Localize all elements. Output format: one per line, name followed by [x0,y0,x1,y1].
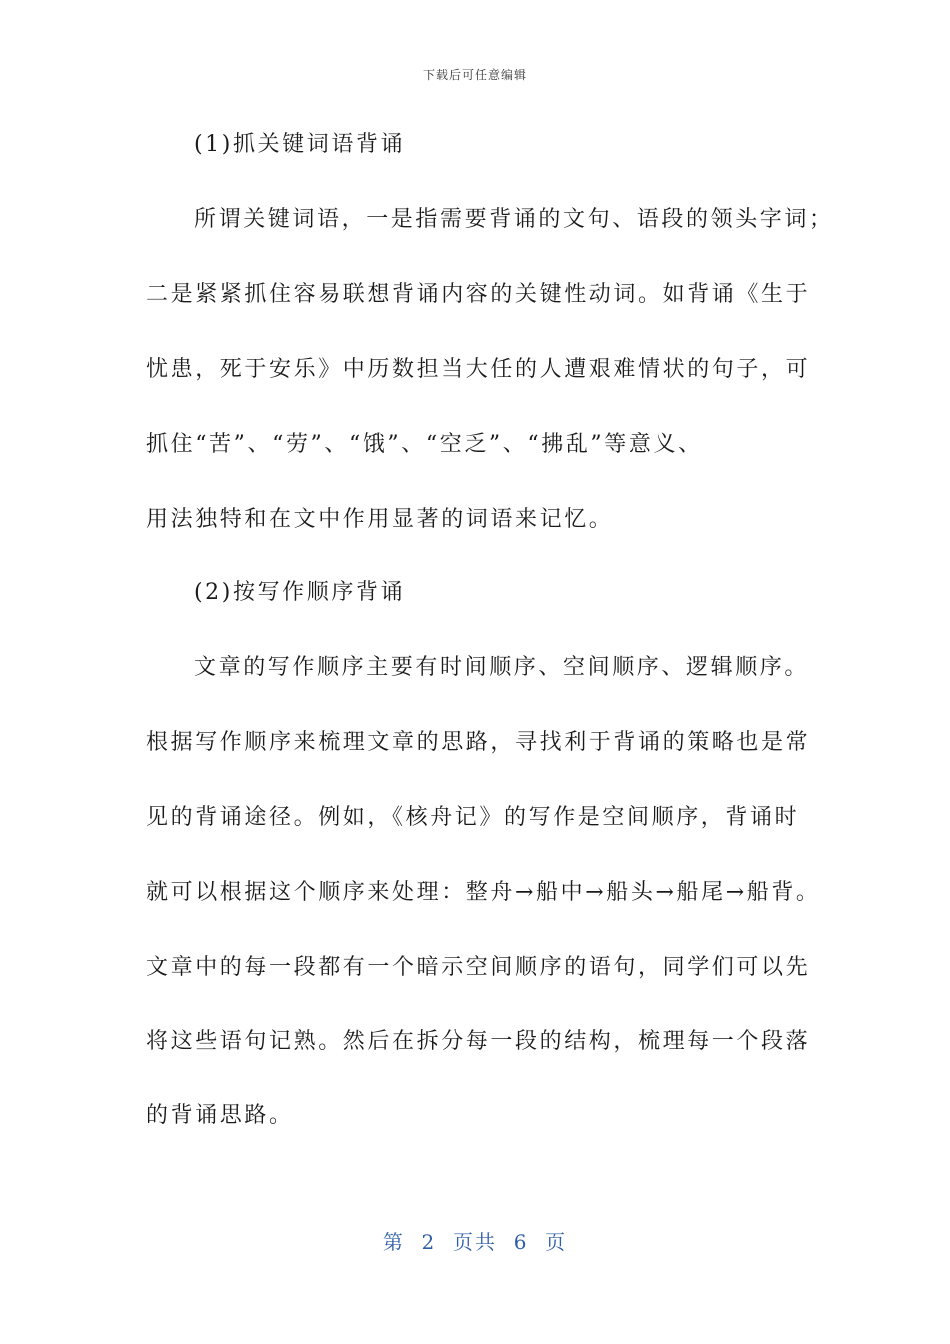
paragraph-line: 见的背诵途径。例如，《核舟记》的写作是空间顺序，背诵时 [146,805,800,830]
paragraph-line: 所谓关键词语，一是指需要背诵的文句、语段的领头字词； [194,207,834,232]
paragraph-line: 忧患，死于安乐》中历数担当大任的人遭艰难情状的句子，可 [146,357,811,382]
paragraph-line: 将这些语句记熟。然后在拆分每一段的结构，梳理每一个段落 [146,1029,811,1054]
page-number: 第 2 页共 6 页 [382,1230,568,1254]
paragraph-line: 文章的写作顺序主要有时间顺序、空间顺序、逻辑顺序。 [194,655,810,680]
section-heading-2: (2)按写作顺序背诵 [194,580,406,605]
section-heading-1: (1)抓关键词语背诵 [194,132,406,157]
paragraph-line: 文章中的每一段都有一个暗示空间顺序的语句，同学们可以先 [146,955,811,980]
paragraph-line: 的背诵思路。 [146,1103,294,1128]
paragraph-line: 用法独特和在文中作用显著的词语来记忆。 [146,507,614,532]
paragraph-line: 根据写作顺序来梳理文章的思路，寻找利于背诵的策略也是常 [146,730,811,755]
paragraph-line: 抓住“苦”、“劳”、“饿”、“空乏”、“拂乱”等意义、 [146,432,703,457]
page-header: 下载后可任意编辑 [422,68,527,82]
paragraph-line: 就可以根据这个顺序来处理：整舟→船中→船头→船尾→船背。 [146,880,821,905]
paragraph-line: 二是紧紧抓住容易联想背诵内容的关键性动词。如背诵《生于 [146,282,811,307]
